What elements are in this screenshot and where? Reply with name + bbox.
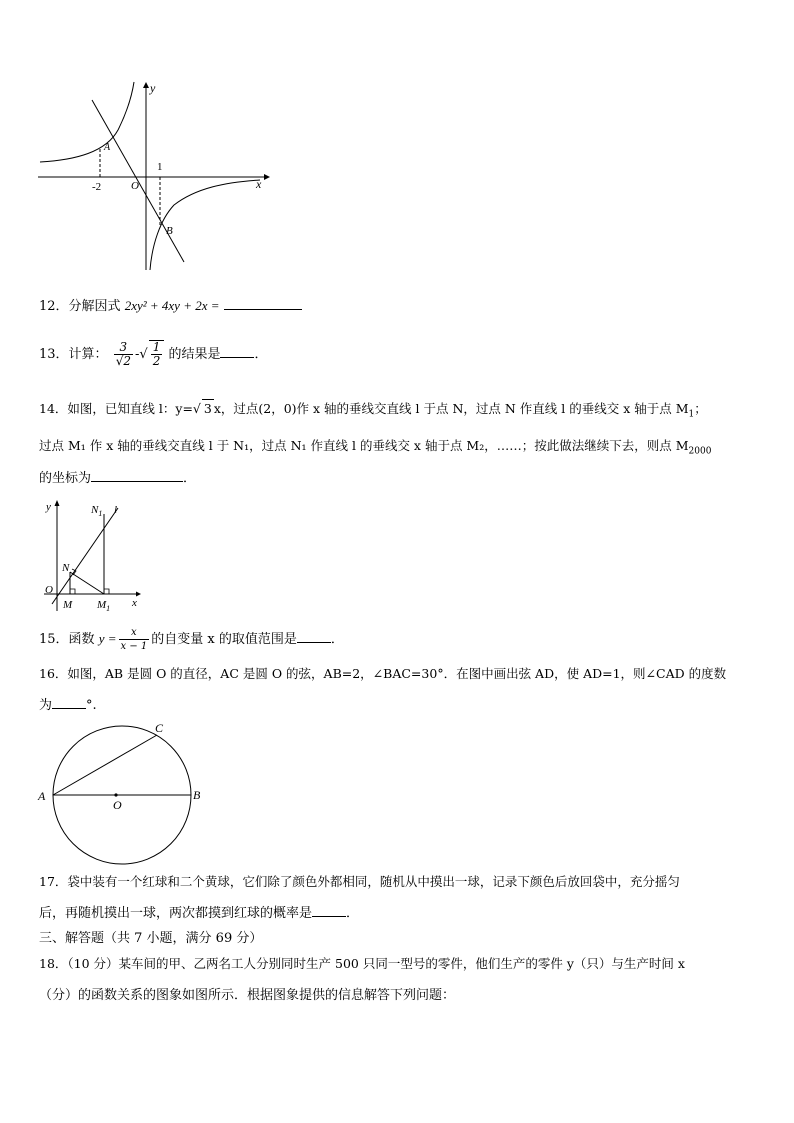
question-15 [39, 626, 344, 653]
fig14-label-n: N [62, 562, 70, 574]
q18-line2: （分）的函数关系的图象如图所示．根据图象提供的信息解答下列问题： [39, 988, 456, 1003]
q12-text: 分解因式 [68, 299, 121, 314]
q12-expression: 2xy² + 4xy + 2x = [124, 298, 220, 313]
fig14-label-n1: $N_1$ [91, 504, 103, 518]
q13-inner-den: 2 [152, 354, 161, 368]
q16-line1: 16．如图，AB 是圆 O 的直径，AC 是圆 O 的弦，AB=2，∠BAC=30°．在图中画出弦 AD，使 AD=1，则∠CAD 的度数 [39, 666, 727, 681]
fig14-label-l: l [114, 504, 118, 516]
q14-period: ． [183, 471, 197, 486]
q14-sub-1: 1 [688, 409, 695, 420]
q16-line2-prefix: 为 [39, 698, 53, 713]
question-18-line2 [39, 987, 455, 1005]
question-14-line2 [39, 437, 711, 461]
x-axis-arrow [264, 174, 270, 180]
q14-sub-2000: 2000 [688, 446, 712, 457]
fig14-label-m1: $M_1$ [97, 599, 111, 613]
q13-prefix: 计算： [68, 347, 108, 362]
label-o: O [131, 180, 139, 192]
q15-frac-num: x [131, 627, 137, 638]
q17-line2-prefix: 后，再随机摸出一球，两次都摸到红球的概率是 [39, 906, 313, 921]
q12-number: 12． [39, 299, 69, 314]
label-a: A [104, 142, 111, 153]
tick-1: 1 [157, 161, 163, 173]
fig16-label-o: O [113, 798, 122, 812]
q15-suffix: 的自变量 x 的取值范围是 [151, 632, 297, 647]
fig16-label-a: A [38, 789, 46, 803]
q15-prefix: 函数 [68, 632, 95, 647]
fig16-chord-ac [53, 735, 157, 795]
fig14-line-l [52, 508, 118, 604]
q15-function: y = [98, 631, 117, 646]
q15-answer-blank[interactable] [297, 630, 331, 643]
q15-period: ． [330, 632, 344, 647]
q13-radical-sign: √ [139, 347, 148, 362]
fig14-right-angle-m1 [104, 589, 109, 594]
tick-neg2: -2 [92, 181, 102, 193]
fig14-label-y: y [46, 501, 51, 513]
q18-line1: 18．（10 分）某车间的甲、乙两名工人分别同时生产 500 只同一型号的零件，他们生产的零件 y（只）与生产时间 x [39, 956, 685, 971]
question-17-line2 [39, 904, 359, 923]
fig16-label-b: B [193, 788, 201, 802]
q14-line1-a: 14．如图，已知直线 l：y= [39, 401, 193, 416]
q14-line1-c: ； [694, 401, 707, 416]
q14-radical-sign: √ [192, 401, 201, 416]
label-y: y [150, 81, 156, 95]
figure-hyperbola-line [36, 80, 271, 275]
question-16-line2 [39, 696, 97, 715]
q16-answer-blank[interactable] [52, 696, 86, 709]
question-14-line3 [39, 469, 196, 488]
question-13 [39, 340, 268, 368]
q14-sqrt-3: 3 [203, 401, 212, 416]
q12-answer-blank[interactable] [224, 297, 302, 310]
figure-14 [40, 496, 150, 614]
q13-fraction [114, 341, 133, 368]
q14-line1-b: x，过点(2，0)作 x 轴的垂线交直线 l 于点 N，过点 N 作直线 l 的垂线交 x 轴于点 M [213, 401, 689, 416]
figure-16-circle [36, 718, 211, 866]
section-3-title [39, 930, 262, 948]
q14-line3: 的坐标为 [39, 471, 92, 486]
fig14-label-x: x [132, 597, 137, 609]
question-12 [39, 297, 302, 316]
fig14-y-arrow [55, 500, 60, 506]
q13-suffix: 的结果是 [168, 347, 221, 362]
fig16-label-c: C [155, 721, 164, 735]
y-axis-arrow [143, 82, 149, 88]
question-18-line1 [39, 955, 685, 973]
q13-frac-den: √2 [115, 354, 131, 368]
fig16-center-dot [114, 793, 117, 796]
label-x: x [256, 177, 262, 191]
q13-number: 13． [39, 347, 69, 362]
q16-line2-suffix: °. [86, 698, 97, 713]
fig14-label-o: O [45, 584, 53, 596]
q13-frac-num: 3 [119, 340, 128, 354]
q17-line1: 17．袋中装有一个红球和二个黄球，它们除了颜色外都相同，随机从中摸出一球，记录下颜色后放回袋中，充分摇匀 [39, 874, 680, 889]
q14-answer-blank[interactable] [91, 469, 183, 482]
q13-inner-num: 1 [152, 340, 161, 354]
question-17-line1 [39, 873, 680, 891]
fig14-label-m: M [63, 599, 73, 611]
label-b: B [166, 225, 173, 237]
q13-answer-blank[interactable] [220, 345, 254, 358]
section-3-title-text: 三、解答题（共 7 小题，满分 69 分） [39, 931, 263, 946]
q15-number: 15． [39, 632, 69, 647]
q17-answer-blank[interactable] [312, 904, 346, 917]
fig14-right-angle-m [70, 589, 75, 594]
q13-sqrt [149, 340, 165, 368]
q13-period: ． [254, 347, 268, 362]
question-16-line1 [39, 665, 726, 683]
q13-minus: - [134, 347, 140, 362]
fig14-x-arrow [136, 592, 141, 597]
q15-frac-den: x − 1 [120, 641, 148, 652]
q14-line2: 过点 M₁ 作 x 轴的垂线交直线 l 于 N₁，过点 N₁ 作直线 l 的垂线交 x 轴于点 M₂，……；按此做法继续下去，则点 M [39, 438, 689, 453]
question-14-line1 [39, 399, 707, 424]
q15-fraction [119, 626, 150, 653]
q17-period: ． [346, 906, 360, 921]
